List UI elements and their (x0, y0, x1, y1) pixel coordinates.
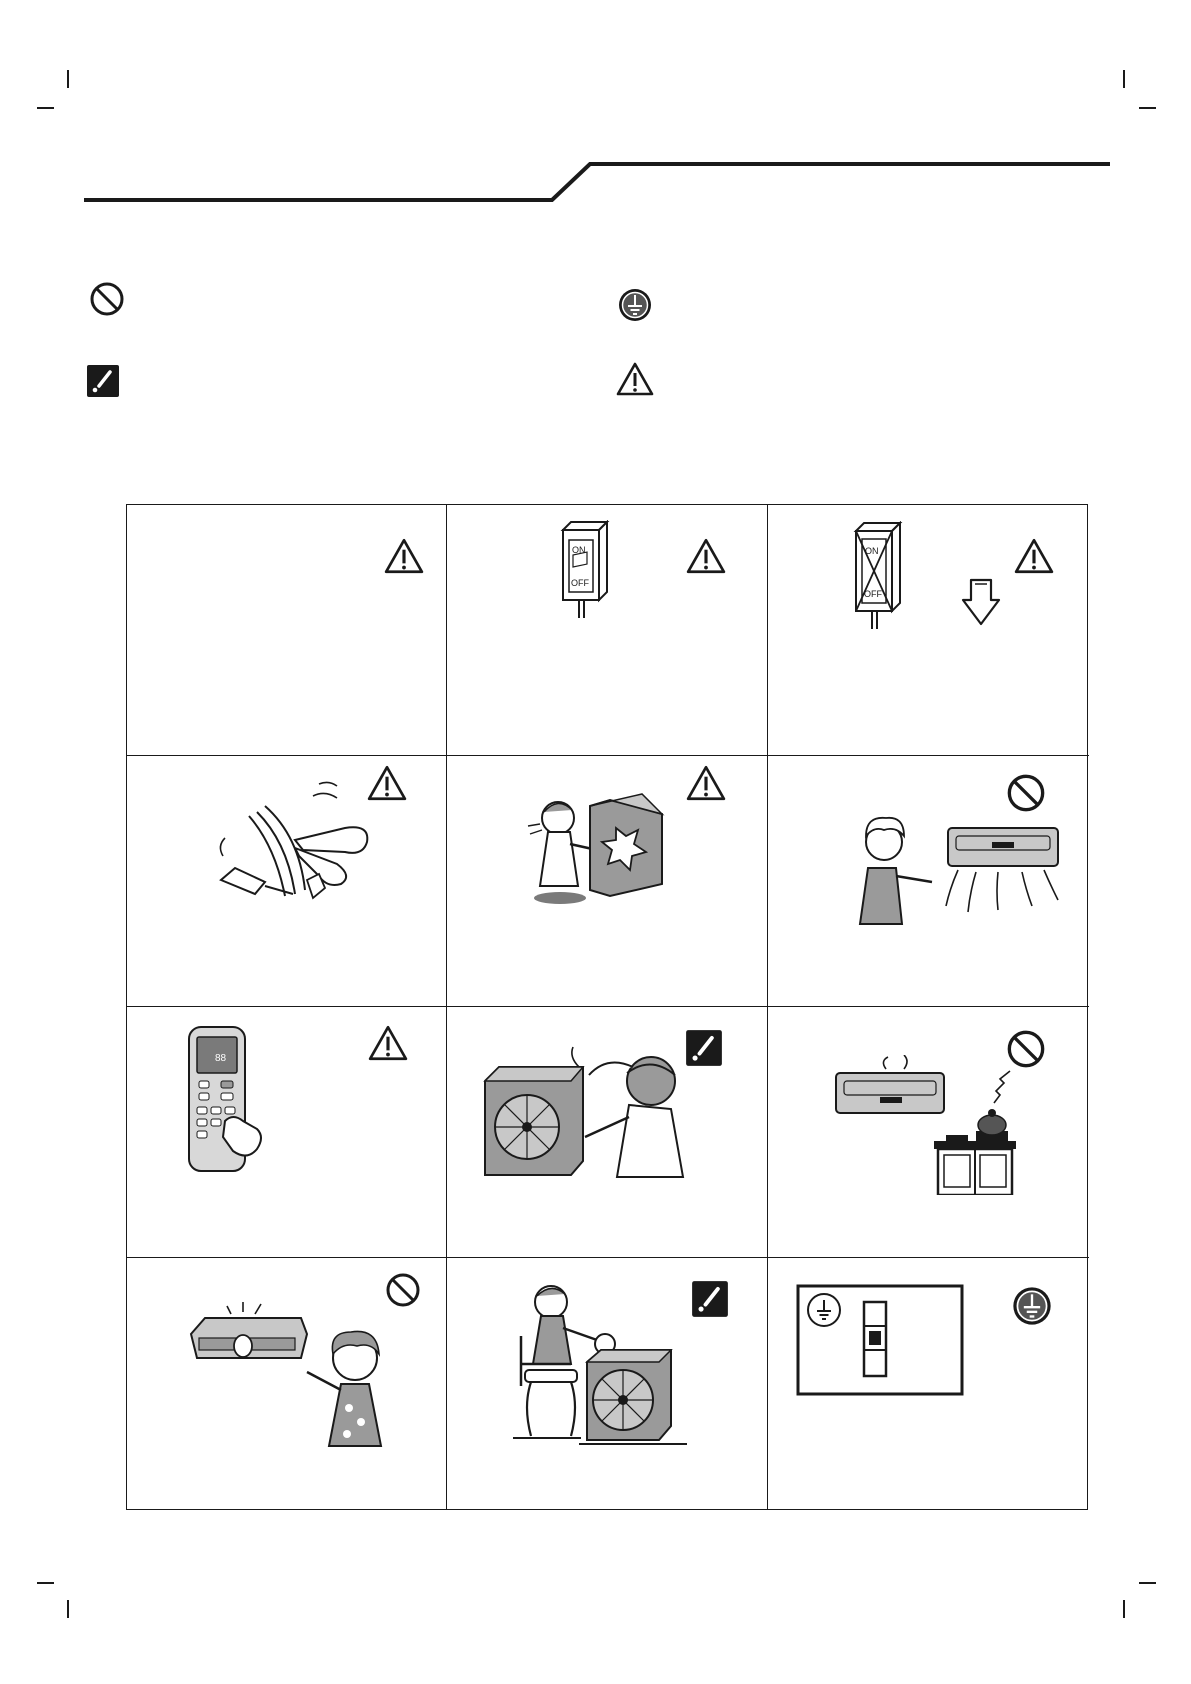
crop-mark-top-right-h (1139, 107, 1156, 109)
grid-cell-8 (447, 1007, 768, 1258)
grid-cell-5 (447, 756, 768, 1007)
child-on-chair-outdoor-unit-icon (511, 1276, 691, 1451)
grid-cell-9 (768, 1007, 1089, 1258)
prohibition-icon (89, 281, 125, 317)
child-outdoor-unit-icon (522, 786, 702, 916)
grid-cell-12 (768, 1258, 1089, 1509)
person-lifting-outdoor-unit-icon (483, 1037, 693, 1187)
down-arrow-icon (961, 578, 1001, 628)
crop-mark-top-left-h (37, 107, 54, 109)
grid-cell-7 (127, 1007, 447, 1258)
warning-triangle-icon (383, 537, 425, 575)
person-indoor-unit-airflow-icon (846, 796, 1066, 926)
remote-control-icon (185, 1025, 295, 1175)
grid-cell-6 (768, 756, 1089, 1007)
crop-mark-bottom-right-h (1139, 1582, 1156, 1584)
switch-on-label: ON (572, 545, 586, 555)
safety-grid (126, 504, 1088, 1510)
grid-cell-10 (127, 1258, 447, 1509)
crossed-power-switch-icon (852, 521, 908, 631)
remote-display: 88 (215, 1053, 227, 1064)
switch-off-label: OFF (571, 578, 589, 588)
warning-triangle-icon (1013, 537, 1055, 575)
switch-off-label: OFF (864, 589, 882, 599)
crop-mark-top-left-v (67, 70, 69, 88)
grid-cell-1 (127, 505, 447, 756)
prohibition-icon (1006, 773, 1046, 813)
mandatory-instruction-icon (691, 1280, 729, 1318)
prohibition-icon (385, 1272, 421, 1308)
warning-triangle-icon (615, 361, 655, 397)
prohibition-icon (1006, 1029, 1046, 1069)
warning-triangle-icon (685, 764, 727, 802)
warning-triangle-icon (685, 537, 727, 575)
crop-mark-bottom-left-v (67, 1600, 69, 1618)
crop-mark-bottom-right-v (1123, 1600, 1125, 1618)
switch-on-label: ON (865, 546, 879, 556)
crop-mark-bottom-left-h (37, 1582, 54, 1584)
cut-cable-icon (195, 776, 395, 906)
power-switch-icon (559, 520, 615, 620)
grid-cell-3 (768, 505, 1089, 756)
crop-mark-top-right-v (1123, 70, 1125, 88)
mandatory-instruction-icon (685, 1029, 723, 1067)
earth-ground-icon (1011, 1285, 1053, 1327)
grounded-socket-panel-icon (796, 1284, 966, 1398)
grid-cell-2 (447, 505, 768, 756)
indoor-unit-over-stove-icon (834, 1055, 1024, 1195)
warning-triangle-icon (367, 1024, 409, 1062)
earth-ground-icon (617, 287, 653, 323)
warning-triangle-icon (366, 764, 408, 802)
grid-cell-4 (127, 756, 447, 1007)
header-rule (0, 150, 1191, 210)
mandatory-instruction-icon (86, 364, 120, 398)
grid-cell-11 (447, 1258, 768, 1509)
person-damaged-indoor-unit-icon (189, 1298, 394, 1448)
